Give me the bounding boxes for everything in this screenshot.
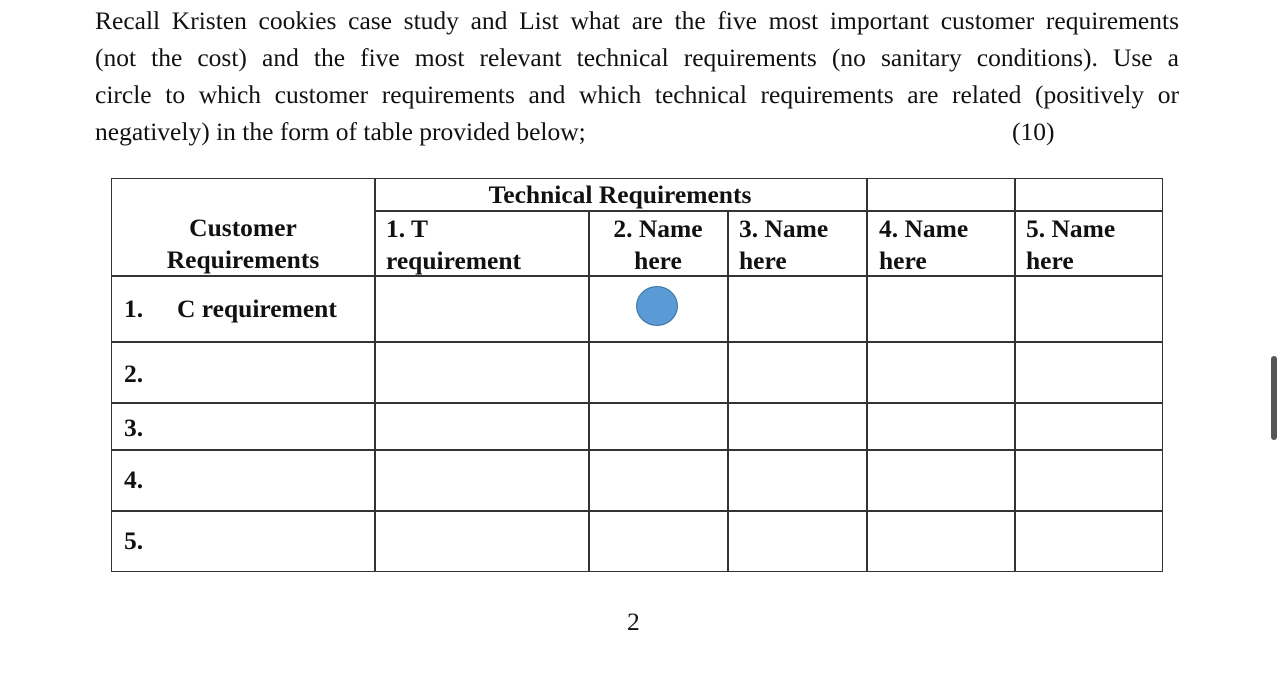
row-3-number: 3. — [124, 413, 144, 442]
row-4-number: 4. — [124, 465, 144, 494]
tech-col-5-line1: 5. Name — [1026, 214, 1116, 243]
grid-line-col-4 — [866, 179, 868, 572]
tech-col-1-line2: requirement — [386, 246, 522, 275]
row-1-label: C requirement — [177, 294, 337, 323]
grid-line-row-3-bottom — [112, 449, 1163, 451]
grid-line-row-1-bottom — [112, 341, 1163, 343]
grid-line-col-2 — [588, 210, 590, 572]
tech-col-4-line1: 4. Name — [879, 214, 969, 243]
tech-col-5-line2: here — [1026, 246, 1074, 275]
grid-line-row-4-bottom — [112, 510, 1163, 512]
customer-requirements-heading-line2: Requirements — [166, 245, 320, 274]
tech-col-1-line1: 1. T — [386, 214, 429, 243]
page-number: 2 — [627, 607, 640, 636]
technical-requirements-heading: Technical Requirements — [488, 180, 752, 209]
question-line-3: circle to which customer requirements and which technical requirements are related (positively or — [95, 80, 1179, 109]
tech-col-3-line1: 3. Name — [739, 214, 829, 243]
row-2-number: 2. — [124, 359, 144, 388]
requirements-table — [111, 178, 1163, 572]
question-text — [95, 2, 1179, 150]
tech-col-3-line2: here — [739, 246, 787, 275]
grid-line-col-5 — [1014, 179, 1016, 572]
grid-line-row-2-bottom — [112, 402, 1163, 404]
marks-label: (10) — [1012, 117, 1055, 146]
grid-line-col-1 — [374, 179, 376, 572]
question-line-2: (not the cost) and the five most relevant technical requirements (no sanitary conditions). Use a — [95, 43, 1179, 72]
row-5-number: 5. — [124, 526, 144, 555]
question-line-4 — [95, 113, 1179, 150]
tech-col-2-line1: 2. Name — [613, 214, 703, 243]
relation-circle-marker — [636, 286, 678, 326]
row-1-number: 1. — [124, 294, 144, 323]
customer-requirements-heading-line1: Customer — [189, 213, 297, 242]
grid-line-col-3 — [727, 210, 729, 572]
tech-col-2-line2: here — [634, 246, 682, 275]
scrollbar-thumb[interactable] — [1271, 356, 1277, 440]
tech-col-4-line2: here — [879, 246, 927, 275]
question-line-1: Recall Kristen cookies case study and List what are the five most important customer requirements — [95, 6, 1179, 35]
question-line-4-text: negatively) in the form of table provided below; — [95, 117, 586, 146]
